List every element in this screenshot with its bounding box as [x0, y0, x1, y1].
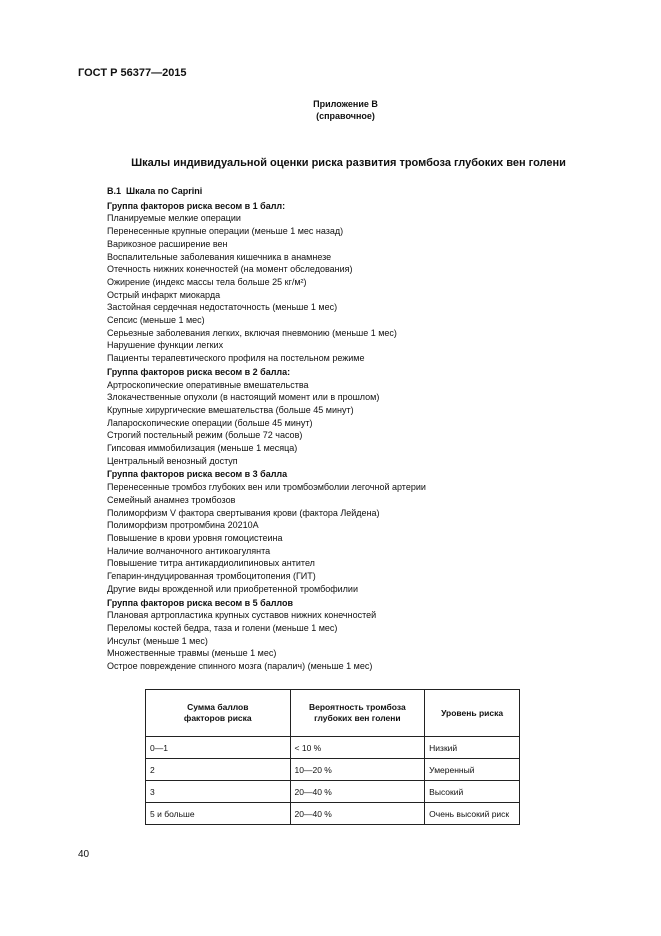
page-title: Шкалы индивидуальной оценки риска развития тромбоза глубоких вен голени	[131, 157, 566, 169]
column-header-probability: Вероятность тромбоза глубоких вен голени	[290, 690, 425, 737]
table-cell: 0—1	[146, 737, 291, 759]
table-cell: Высокий	[425, 781, 520, 803]
list-item: Отечность нижних конечностей (на момент обследования)	[107, 264, 353, 275]
list-item: Нарушение функции легких	[107, 340, 224, 351]
list-item: Инсульт (меньше 1 мес)	[107, 635, 208, 646]
table-cell: 20—40 %	[290, 803, 425, 825]
table-cell: 2	[146, 759, 291, 781]
list-item: Лапароскопические операции (больше 45 минут)	[107, 417, 313, 428]
table-cell: 3	[146, 781, 291, 803]
group-title: Группа факторов риска весом в 3 балла	[107, 469, 288, 480]
document-code: ГОСТ Р 56377—2015	[78, 67, 187, 79]
list-item: Полиморфизм V фактора свертывания крови (фактора Лейдена)	[107, 507, 380, 518]
list-item: Перенесенные тромбоз глубоких вен или тромбоэмболии легочной артерии	[107, 482, 426, 493]
list-item: Злокачественные опухоли (в настоящий момент или в прошлом)	[107, 392, 380, 403]
appendix-title: Приложение В	[313, 99, 378, 109]
list-item: Острое повреждение спинного мозга (паралич) (меньше 1 мес)	[107, 661, 373, 672]
table-cell: Умеренный	[425, 759, 520, 781]
list-item: Полиморфизм протромбина 20210А	[107, 520, 259, 531]
table-row	[146, 759, 520, 781]
list-item: Ожирение (индекс массы тела больше 25 кг/м²)	[107, 276, 307, 287]
list-item: Перенесенные крупные операции (меньше 1 мес назад)	[107, 226, 344, 237]
list-item: Застойная сердечная недостаточность (меньше 1 мес)	[107, 302, 338, 313]
list-item: Артроскопические оперативные вмешательства	[107, 379, 309, 390]
list-item: Повышение титра антикардиолипиновых антител	[107, 558, 315, 569]
list-item: Другие виды врожденной или приобретенной тромбофилии	[107, 583, 358, 594]
list-item: Сепсис (меньше 1 мес)	[107, 315, 205, 326]
table-cell: 5 и больше	[146, 803, 291, 825]
list-item: Пациенты терапевтического профиля на постельном режиме	[107, 353, 365, 364]
list-item: Множественные травмы (меньше 1 мес)	[107, 648, 277, 659]
group-title: Группа факторов риска весом в 2 балла:	[107, 366, 291, 377]
list-item: Строгий постельный режим (больше 72 часов)	[107, 430, 303, 441]
list-item: Плановая артропластика крупных суставов нижних конечностей	[107, 610, 377, 621]
list-item: Наличие волчаночного антикоагулянта	[107, 545, 271, 556]
list-item: Центральный венозный доступ	[107, 455, 238, 466]
list-item: Переломы костей бедра, таза и голени (меньше 1 мес)	[107, 622, 338, 633]
group-title: Группа факторов риска весом в 5 баллов	[107, 597, 294, 608]
caprini-scale-section	[107, 185, 577, 673]
section-number: В.1	[107, 186, 122, 196]
table-cell: < 10 %	[290, 737, 425, 759]
table-row	[146, 803, 520, 825]
section-heading	[107, 185, 577, 198]
group-title: Группа факторов риска весом в 1 балл:	[107, 200, 286, 211]
list-item: Гепарин-индуцированная тромбоцитопения (ГИТ)	[107, 571, 316, 582]
table-row	[146, 781, 520, 803]
table-header-row	[146, 690, 520, 737]
column-header-risk-level: Уровень риска	[425, 690, 520, 737]
section-title: Шкала по Caprini	[126, 186, 203, 196]
list-item: Воспалительные заболевания кишечника в анамнезе	[107, 251, 332, 262]
table-row	[146, 737, 520, 759]
table-cell: 10—20 %	[290, 759, 425, 781]
list-item: Острый инфаркт миокарда	[107, 289, 221, 300]
page-number: 40	[78, 849, 90, 860]
list-item: Гипсовая иммобилизация (меньше 1 месяца)	[107, 443, 298, 454]
table-cell: Низкий	[425, 737, 520, 759]
list-item: Крупные хирургические вмешательства (больше 45 минут)	[107, 404, 354, 415]
list-item: Семейный анамнез тромбозов	[107, 494, 236, 505]
column-header-score: Сумма баллов факторов риска	[146, 690, 291, 737]
table-cell: Очень высокий риск	[425, 803, 520, 825]
list-item: Варикозное расширение вен	[107, 238, 228, 249]
risk-score-table	[145, 689, 520, 825]
list-item: Повышение в крови уровня гомоцистеина	[107, 532, 283, 543]
table-cell: 20—40 %	[290, 781, 425, 803]
appendix-heading	[0, 98, 661, 122]
appendix-note: (справочное)	[316, 111, 375, 121]
list-item: Планируемые мелкие операции	[107, 213, 241, 224]
list-item: Серьезные заболевания легких, включая пневмонию (меньше 1 мес)	[107, 327, 397, 338]
